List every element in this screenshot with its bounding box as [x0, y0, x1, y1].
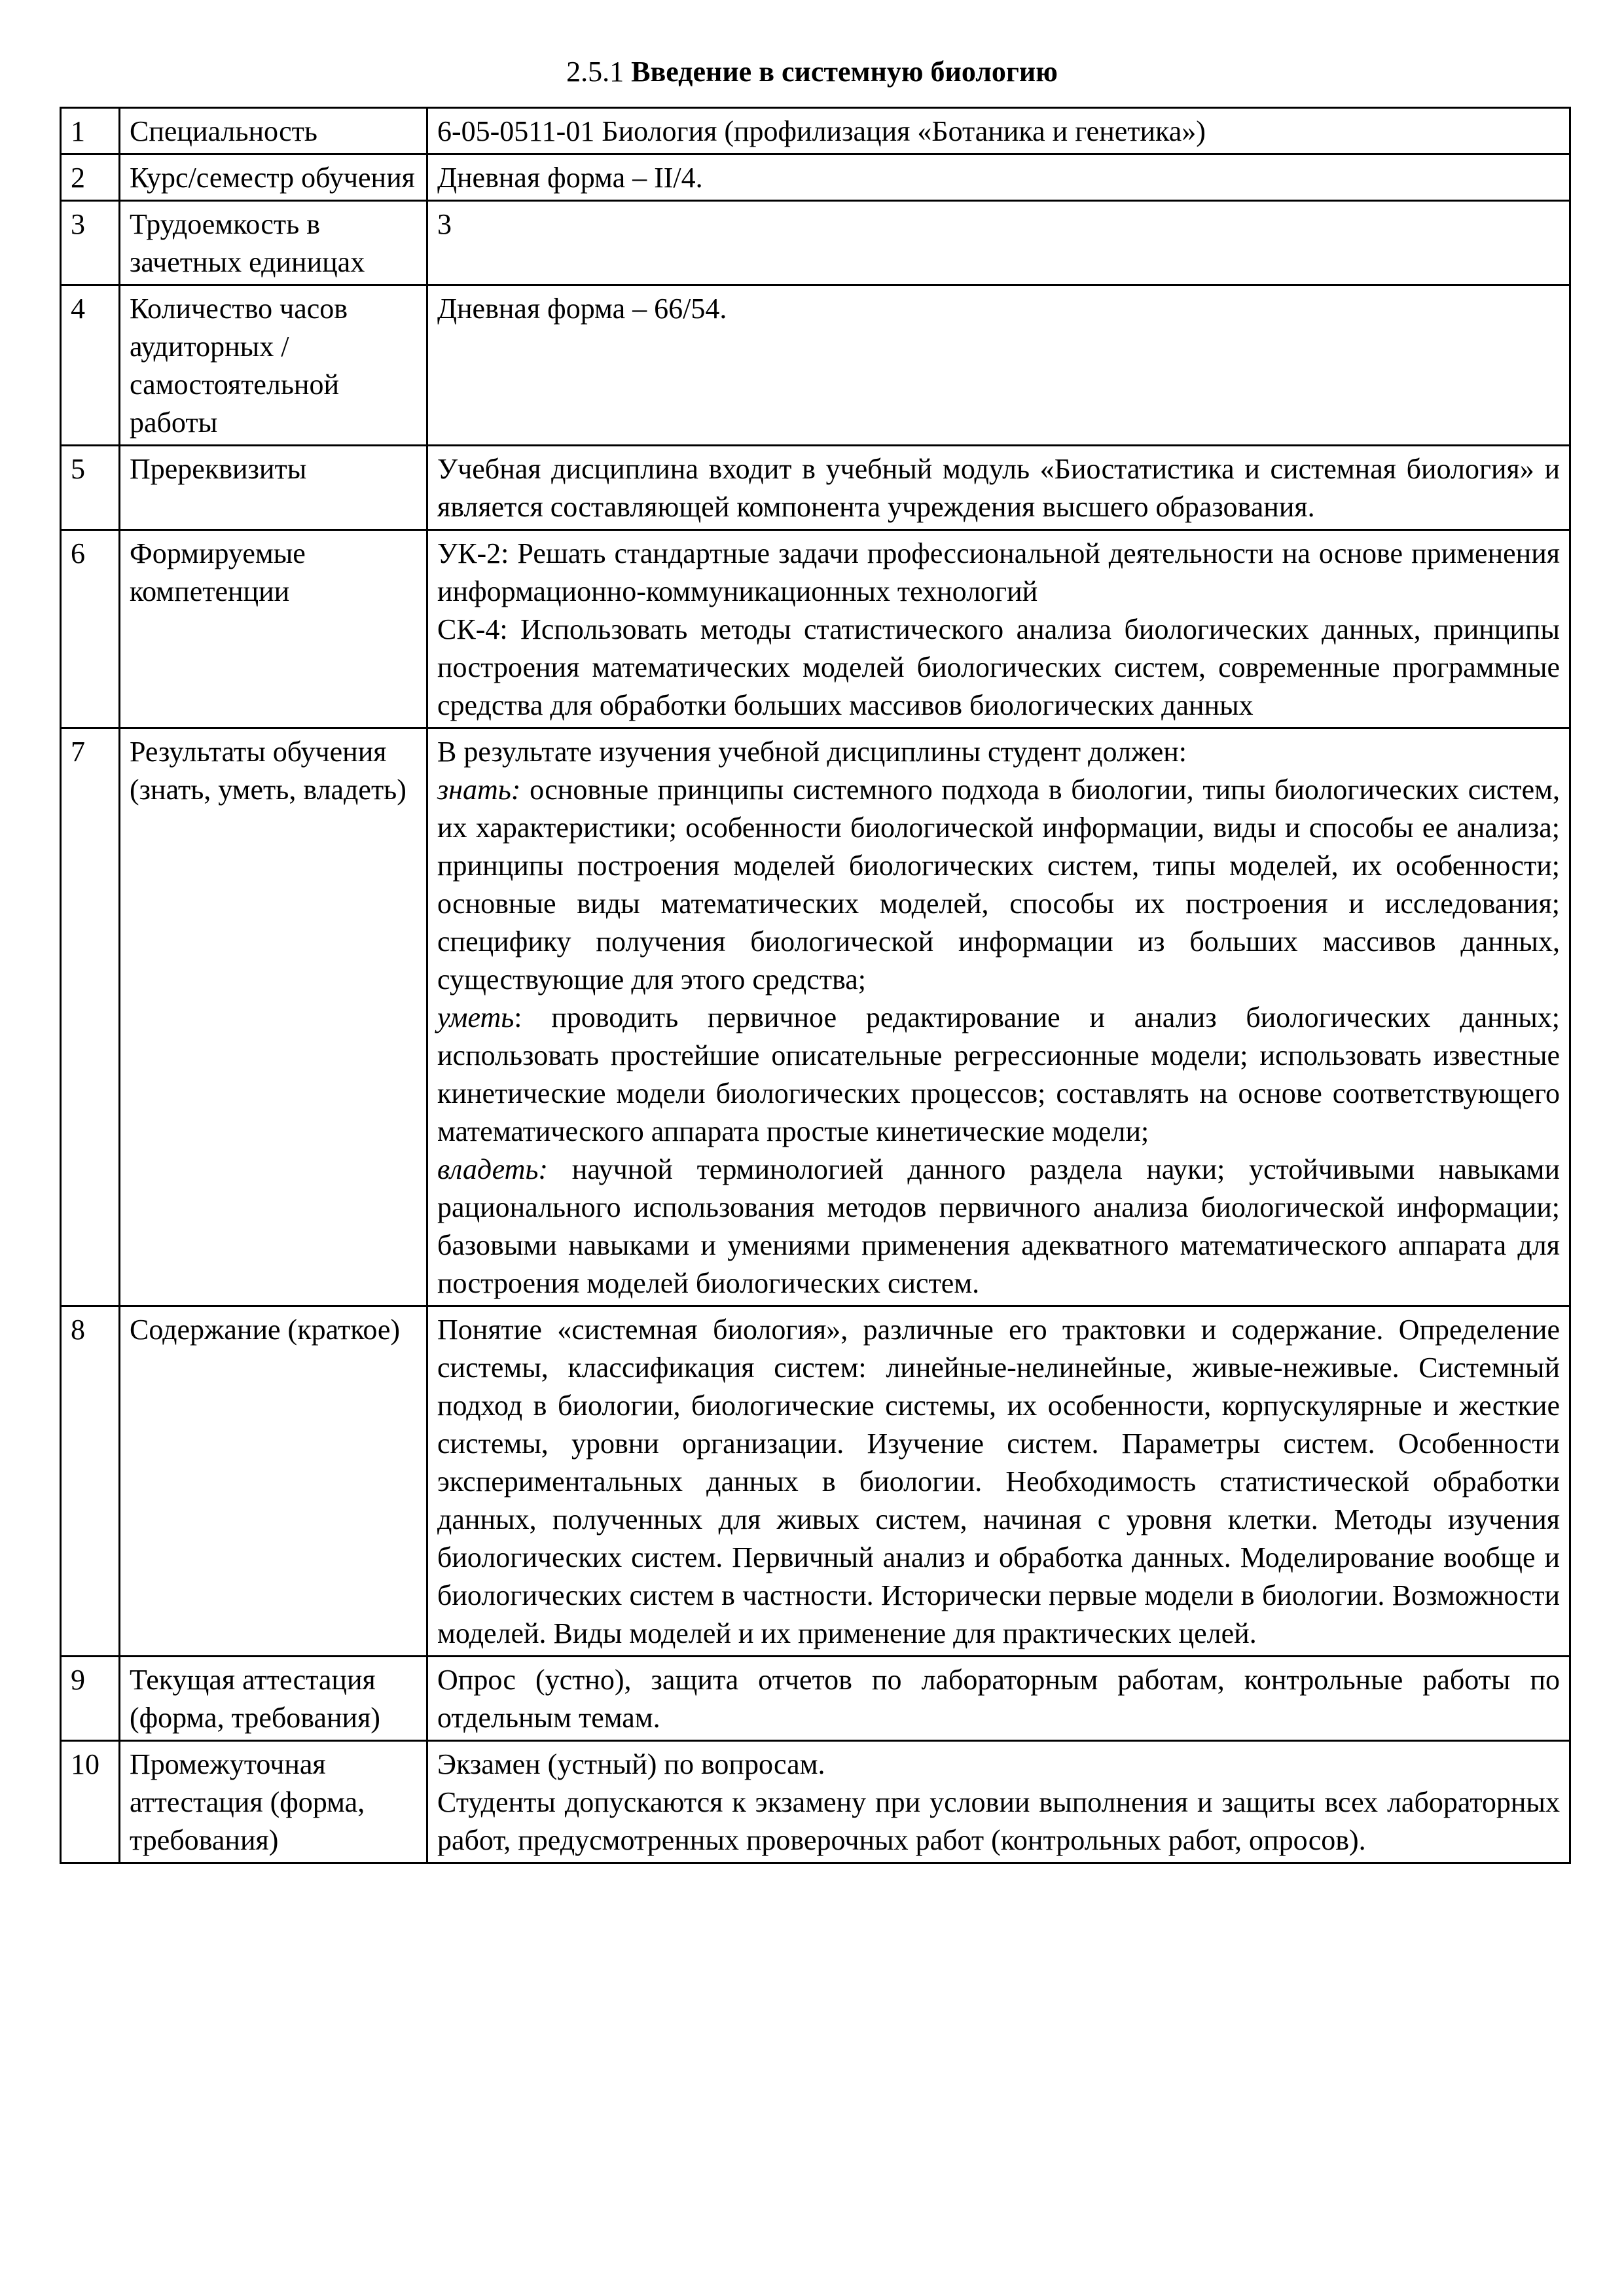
- value-paragraph: [437, 1151, 1560, 1302]
- row-value: [427, 1741, 1570, 1863]
- value-text: Учебная дисциплина входит в учебный модуль «Биостатистика и системная биология» и является составляющей компонента учреждения высшего образования.: [437, 453, 1560, 523]
- row-label: Специальность: [120, 108, 427, 154]
- row-label: Результаты обучения (знать, уметь, владеть): [120, 728, 427, 1306]
- value-paragraph: [437, 1746, 1560, 1784]
- table-row: [61, 1657, 1570, 1741]
- value-paragraph: [437, 733, 1560, 771]
- value-text: : проводить первичное редактирование и анализ биологических данных; использовать простейшие описательные регрессионные модели; использовать известные кинетические модели биологических процессов; составлять на основе соответствующего математического аппарата простые кинетические модели;: [437, 1001, 1560, 1147]
- value-text: Дневная форма – II/4.: [437, 162, 703, 194]
- table-row: [61, 201, 1570, 285]
- value-text: УК-2: Решать стандартные задачи профессиональной деятельности на основе применения информационно-коммуникационных технологий: [437, 537, 1560, 607]
- section-number: 2.5.1: [566, 56, 624, 88]
- value-text: Экзамен (устный) по вопросам.: [437, 1748, 825, 1780]
- value-text: Опрос (устно), защита отчетов по лабораторным работам, контрольные работы по отдельным темам.: [437, 1664, 1560, 1734]
- value-paragraph: [437, 1311, 1560, 1653]
- table-row: [61, 285, 1570, 446]
- value-paragraph: [437, 159, 1560, 197]
- row-value: [427, 728, 1570, 1306]
- table-row: [61, 154, 1570, 201]
- row-value: [427, 285, 1570, 446]
- course-title: Введение в системную биологию: [631, 56, 1058, 88]
- row-number: 5: [61, 446, 120, 530]
- row-number: 1: [61, 108, 120, 154]
- row-value: [427, 1306, 1570, 1657]
- value-paragraph: [437, 290, 1560, 328]
- value-text: Понятие «системная биология», различные его трактовки и содержание. Определение системы, классификация систем: линейные-нелинейные, живые-неживые. Системный подход в биологии, биологические системы, их особенности, корпускулярные и жесткие системы, уровни организации. Изучение систем. Параметры систем. Особенности экспериментальных данных в биологии. Необходимость статистической обработки данных, полученных для живых систем, начиная с уровня клетки. Методы изучения биологических систем. Первичный анализ и обработка данных. Моделирование вообще и биологических систем в частности. Исторически первые модели в биологии. Возможности моделей. Виды моделей и их применение для практических целей.: [437, 1314, 1560, 1649]
- value-term: владеть:: [437, 1153, 549, 1185]
- row-number: 6: [61, 530, 120, 728]
- row-number: 2: [61, 154, 120, 201]
- row-label: Курс/семестр обучения: [120, 154, 427, 201]
- row-value: [427, 201, 1570, 285]
- value-paragraph: [437, 771, 1560, 999]
- table-row: [61, 1741, 1570, 1863]
- value-paragraph: [437, 535, 1560, 611]
- table-row: [61, 446, 1570, 530]
- row-number: 7: [61, 728, 120, 1306]
- value-text: В результате изучения учебной дисциплины студент должен:: [437, 736, 1187, 768]
- row-number: 10: [61, 1741, 120, 1863]
- syllabus-table-body: [61, 108, 1570, 1863]
- value-paragraph: [437, 999, 1560, 1151]
- page-title: [0, 54, 1624, 90]
- row-label: Содержание (краткое): [120, 1306, 427, 1657]
- row-value: [427, 108, 1570, 154]
- row-label: Пререквизиты: [120, 446, 427, 530]
- table-row: [61, 530, 1570, 728]
- row-label: Формируемые компетенции: [120, 530, 427, 728]
- value-term: знать:: [437, 774, 521, 806]
- row-number: 8: [61, 1306, 120, 1657]
- row-value: [427, 1657, 1570, 1741]
- table-row: [61, 1306, 1570, 1657]
- row-label: Трудоемкость в зачетных единицах: [120, 201, 427, 285]
- value-text: 3: [437, 208, 452, 240]
- value-term: уметь: [437, 1001, 514, 1033]
- value-paragraph: [437, 1661, 1560, 1737]
- table-row: [61, 108, 1570, 154]
- syllabus-table: [60, 107, 1571, 1864]
- value-text: Дневная форма – 66/54.: [437, 293, 727, 325]
- value-paragraph: [437, 206, 1560, 243]
- table-row: [61, 728, 1570, 1306]
- value-text: 6-05-0511-01 Биология (профилизация «Ботаника и генетика»): [437, 115, 1206, 147]
- row-label: Промежуточная аттестация (форма, требования): [120, 1741, 427, 1863]
- row-label: Количество часов аудиторных / самостоятельной работы: [120, 285, 427, 446]
- row-number: 9: [61, 1657, 120, 1741]
- value-text: Студенты допускаются к экзамену при условии выполнения и защиты всех лабораторных работ, предусмотренных проверочных работ (контрольных работ, опросов).: [437, 1786, 1560, 1856]
- row-number: 3: [61, 201, 120, 285]
- row-number: 4: [61, 285, 120, 446]
- row-value: [427, 154, 1570, 201]
- row-label: Текущая аттестация (форма, требования): [120, 1657, 427, 1741]
- value-paragraph: [437, 113, 1560, 151]
- row-value: [427, 446, 1570, 530]
- value-paragraph: [437, 450, 1560, 526]
- value-text: основные принципы системного подхода в биологии, типы биологических систем, их характеристики; особенности биологической информации, виды и способы ее анализа; принципы построения моделей биологических систем, типы моделей, их особенности; основные виды математических моделей, способы их построения и исследования; специфику получения биологической информации из больших массивов данных, существующие для этого средства;: [437, 774, 1560, 996]
- row-value: [427, 530, 1570, 728]
- value-text: СК-4: Использовать методы статистического анализа биологических данных, принципы построения математических моделей биологических систем, современные программные средства для обработки больших массивов биологических данных: [437, 613, 1560, 721]
- value-paragraph: [437, 611, 1560, 725]
- value-text: научной терминологией данного раздела науки; устойчивыми навыками рационального использования методов первичного анализа биологической информации; базовыми навыками и умениями применения адекватного математического аппарата для построения моделей биологических систем.: [437, 1153, 1560, 1299]
- value-paragraph: [437, 1784, 1560, 1859]
